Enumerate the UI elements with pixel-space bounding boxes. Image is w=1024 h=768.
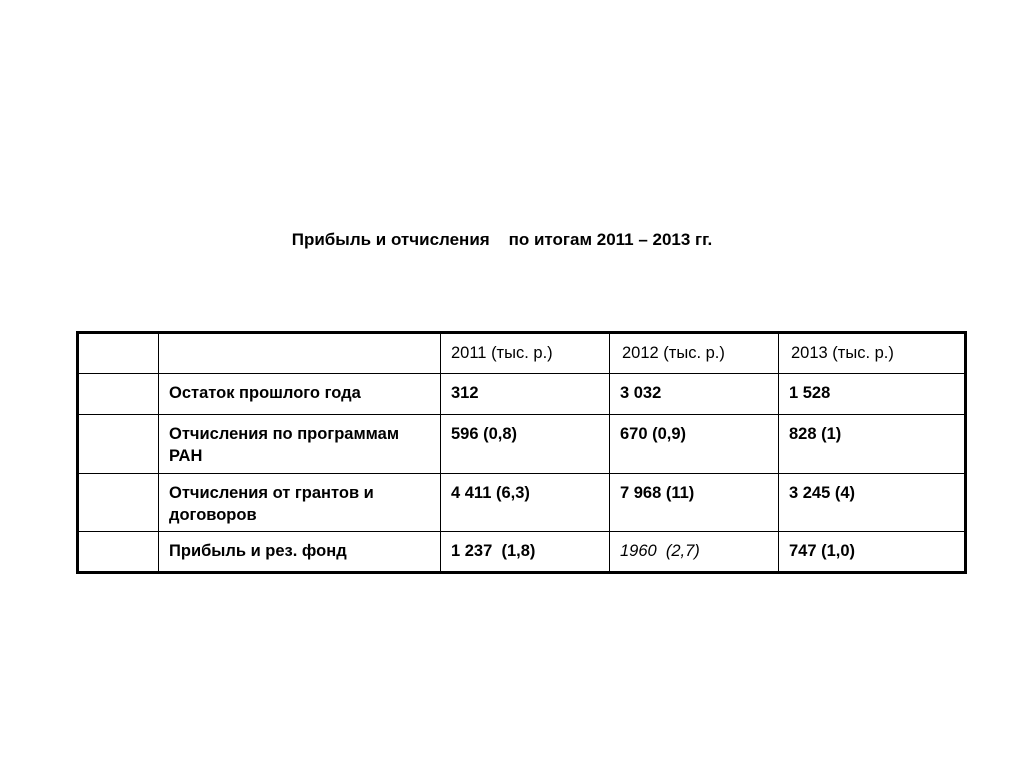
row-empty-cell [78,474,159,532]
value-2012: 7 968 (11) [610,474,779,532]
value-2011: 4 411 (6,3) [441,474,610,532]
row-label: Отчисления по программам РАН [159,415,441,474]
row-empty-cell [78,374,159,415]
value-2013: 3 245 (4) [779,474,966,532]
page-title: Прибыль и отчисления по итогам 2011 – 2013 гг. [291,230,713,249]
row-empty-cell [78,532,159,573]
value-2011: 596 (0,8) [441,415,610,474]
table-row [78,474,966,532]
value-2011: 312 [441,374,610,415]
header-2013: 2013 (тыс. р.) [779,333,966,374]
table-row [78,415,966,474]
row-label: Отчисления от грантов и договоров [159,474,441,532]
table-row [78,374,966,415]
value-2013: 828 (1) [779,415,966,474]
header-2012: 2012 (тыс. р.) [610,333,779,374]
table-header-row [78,333,966,374]
row-empty-cell [78,415,159,474]
row-label: Остаток прошлого года [159,374,441,415]
value-2013: 747 (1,0) [779,532,966,573]
value-2012: 670 (0,9) [610,415,779,474]
value-2013: 1 528 [779,374,966,415]
profit-table [76,331,967,574]
header-empty-cell [78,333,159,374]
value-2011: 1 237 (1,8) [441,532,610,573]
row-label: Прибыль и рез. фонд [159,532,441,573]
value-2012: 1960 (2,7) [610,532,779,573]
table-row [78,532,966,573]
header-label-cell [159,333,441,374]
header-2011: 2011 (тыс. р.) [441,333,610,374]
value-2012: 3 032 [610,374,779,415]
